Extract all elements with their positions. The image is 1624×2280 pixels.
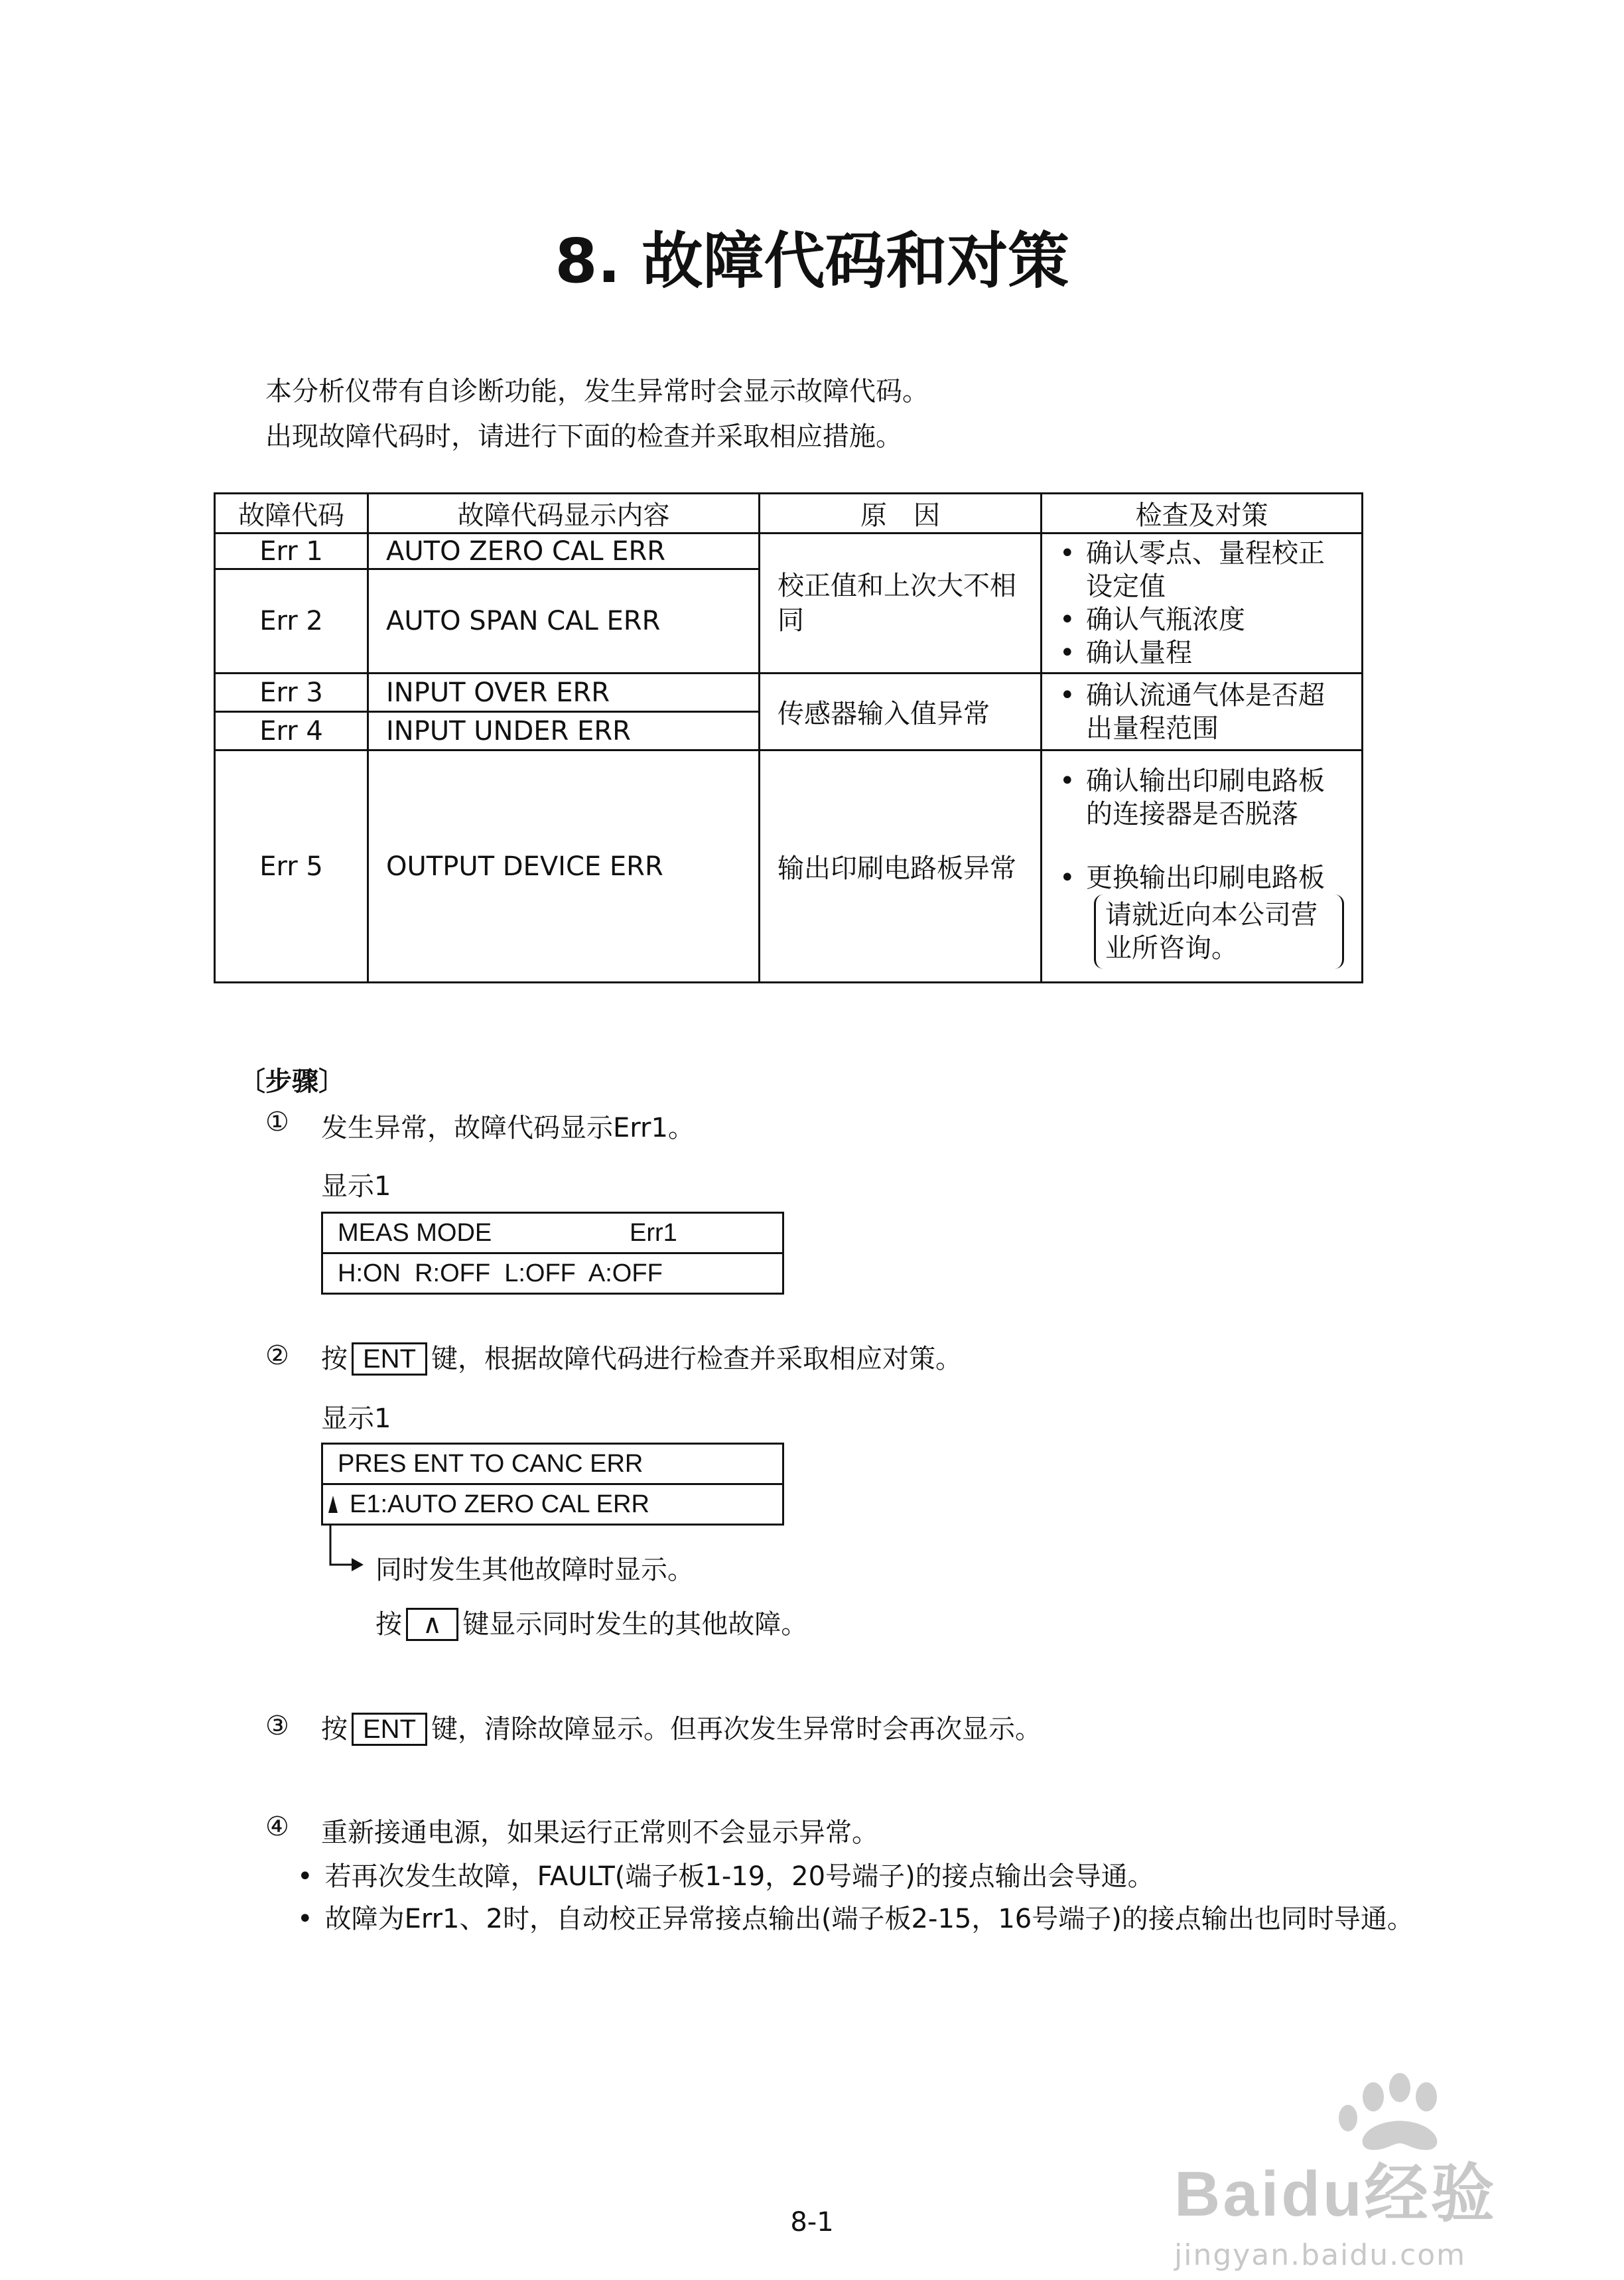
page-title: 8. 故障代码和对策 (555, 226, 1069, 297)
display-error-message: E1:AUTO ZERO CAL ERR (350, 1490, 649, 1518)
measure-item: • 确认气瓶浓度 (1059, 603, 1344, 636)
header-message: 故障代码显示内容 (368, 494, 760, 534)
step-4-number: ④ (265, 1812, 289, 1842)
watermark-logo-text: Baidu经验 (1174, 2159, 1497, 2230)
msg-err3: INPUT OVER ERR (368, 674, 760, 712)
measure-item: • 确认流通气体是否超出量程范围 (1059, 679, 1344, 745)
code-err5: Err 5 (215, 750, 368, 983)
step-2-text (321, 1338, 962, 1376)
contact-note: 请就近向本公司营业所咨询。 (1094, 894, 1344, 969)
measure-item: • 更换输出印刷电路板 (1059, 861, 1344, 894)
watermark-url: jingyan.baidu.com (1174, 2238, 1467, 2272)
display-line-1 (323, 1214, 782, 1252)
display-mode-text: MEAS MODE (338, 1219, 492, 1247)
step-4-bullet-1: • 若再次发生故障，FAULT(端子板1-19，20号端子)的接点输出会导通。 (297, 1861, 1154, 1892)
connector-arrow-icon (318, 1525, 372, 1578)
msg-err4: INPUT UNDER ERR (368, 712, 760, 750)
step-4-bullet-2: • 故障为Err1、2时，自动校正异常接点输出(端子板2-15，16号端子)的接点输出也同时导通。 (297, 1904, 1414, 1934)
code-err4: Err 4 (215, 712, 368, 750)
measures-err3-4 (1042, 674, 1363, 750)
measure-item: • 确认零点、量程校正设定值 (1059, 537, 1344, 603)
step-3-pre: 按 (321, 1714, 348, 1745)
step-3-text (321, 1708, 1042, 1746)
table-row (215, 674, 1363, 712)
display-line-1: PRES ENT TO CANC ERR (338, 1450, 643, 1478)
header-cause: 原 因 (760, 494, 1042, 534)
step-3-post: 键，清除故障显示。但再次发生异常时会再次显示。 (431, 1714, 1042, 1745)
header-code: 故障代码 (215, 494, 368, 534)
display-screen-1 (321, 1212, 784, 1295)
cause-err3-4: 传感器输入值异常 (760, 674, 1042, 750)
arrow-note: 同时发生其他故障时显示。 (375, 1555, 694, 1585)
fault-code-table (214, 492, 1363, 983)
intro-line-2: 出现故障代码时，请进行下面的检查并采取相应措施。 (265, 421, 902, 452)
step-1-number: ① (265, 1107, 289, 1137)
display-1-label: 显示1 (321, 1171, 391, 1202)
step-2-number: ② (265, 1340, 289, 1371)
step-2-post: 键，根据故障代码进行检查并采取相应对策。 (431, 1344, 962, 1374)
up-arrow-icon (328, 1496, 338, 1513)
table-header-row (215, 494, 1363, 534)
measures-err1-2 (1042, 534, 1363, 674)
code-err2: Err 2 (215, 569, 368, 674)
baidu-watermark (1174, 2070, 1497, 2272)
up-hint-post: 键显示同时发生的其他故障。 (462, 1609, 808, 1640)
display-screen-2 (321, 1443, 784, 1526)
up-key: ∧ (406, 1608, 458, 1641)
up-hint-pre: 按 (375, 1609, 402, 1640)
ent-key: ENT (352, 1342, 427, 1376)
msg-err5: OUTPUT DEVICE ERR (368, 750, 760, 983)
intro-line-1: 本分析仪带有自诊断功能，发生异常时会显示故障代码。 (265, 376, 929, 407)
table-row (215, 750, 1363, 983)
measures-err5 (1042, 750, 1363, 983)
measure-item: • 确认量程 (1059, 636, 1344, 670)
msg-err1: AUTO ZERO CAL ERR (368, 534, 760, 569)
display-error-code: Err1 (630, 1219, 677, 1247)
msg-err2: AUTO SPAN CAL ERR (368, 569, 760, 674)
display-line-2: H:ON R:OFF L:OFF A:OFF (323, 1252, 782, 1293)
step-2-pre: 按 (321, 1344, 348, 1374)
cause-err1-2: 校正值和上次大不相同 (760, 534, 1042, 674)
steps-heading: 〔步骤〕 (239, 1066, 345, 1097)
display-line-2 (323, 1483, 782, 1524)
display-2-label: 显示1 (321, 1403, 391, 1434)
measure-item: • 确认输出印刷电路板的连接器是否脱落 (1059, 764, 1344, 831)
up-key-hint (375, 1603, 807, 1641)
step-1-text: 发生异常，故障代码显示Err1。 (321, 1113, 695, 1143)
cause-err5: 输出印刷电路板异常 (760, 750, 1042, 983)
step-3-number: ③ (265, 1711, 289, 1741)
table-row (215, 534, 1363, 569)
header-measures: 检查及对策 (1042, 494, 1363, 534)
code-err3: Err 3 (215, 674, 368, 712)
step-4-text: 重新接通电源，如果运行正常则不会显示异常。 (321, 1817, 878, 1848)
page-number: 8-1 (790, 2207, 834, 2238)
ent-key: ENT (352, 1713, 427, 1746)
code-err1: Err 1 (215, 534, 368, 569)
